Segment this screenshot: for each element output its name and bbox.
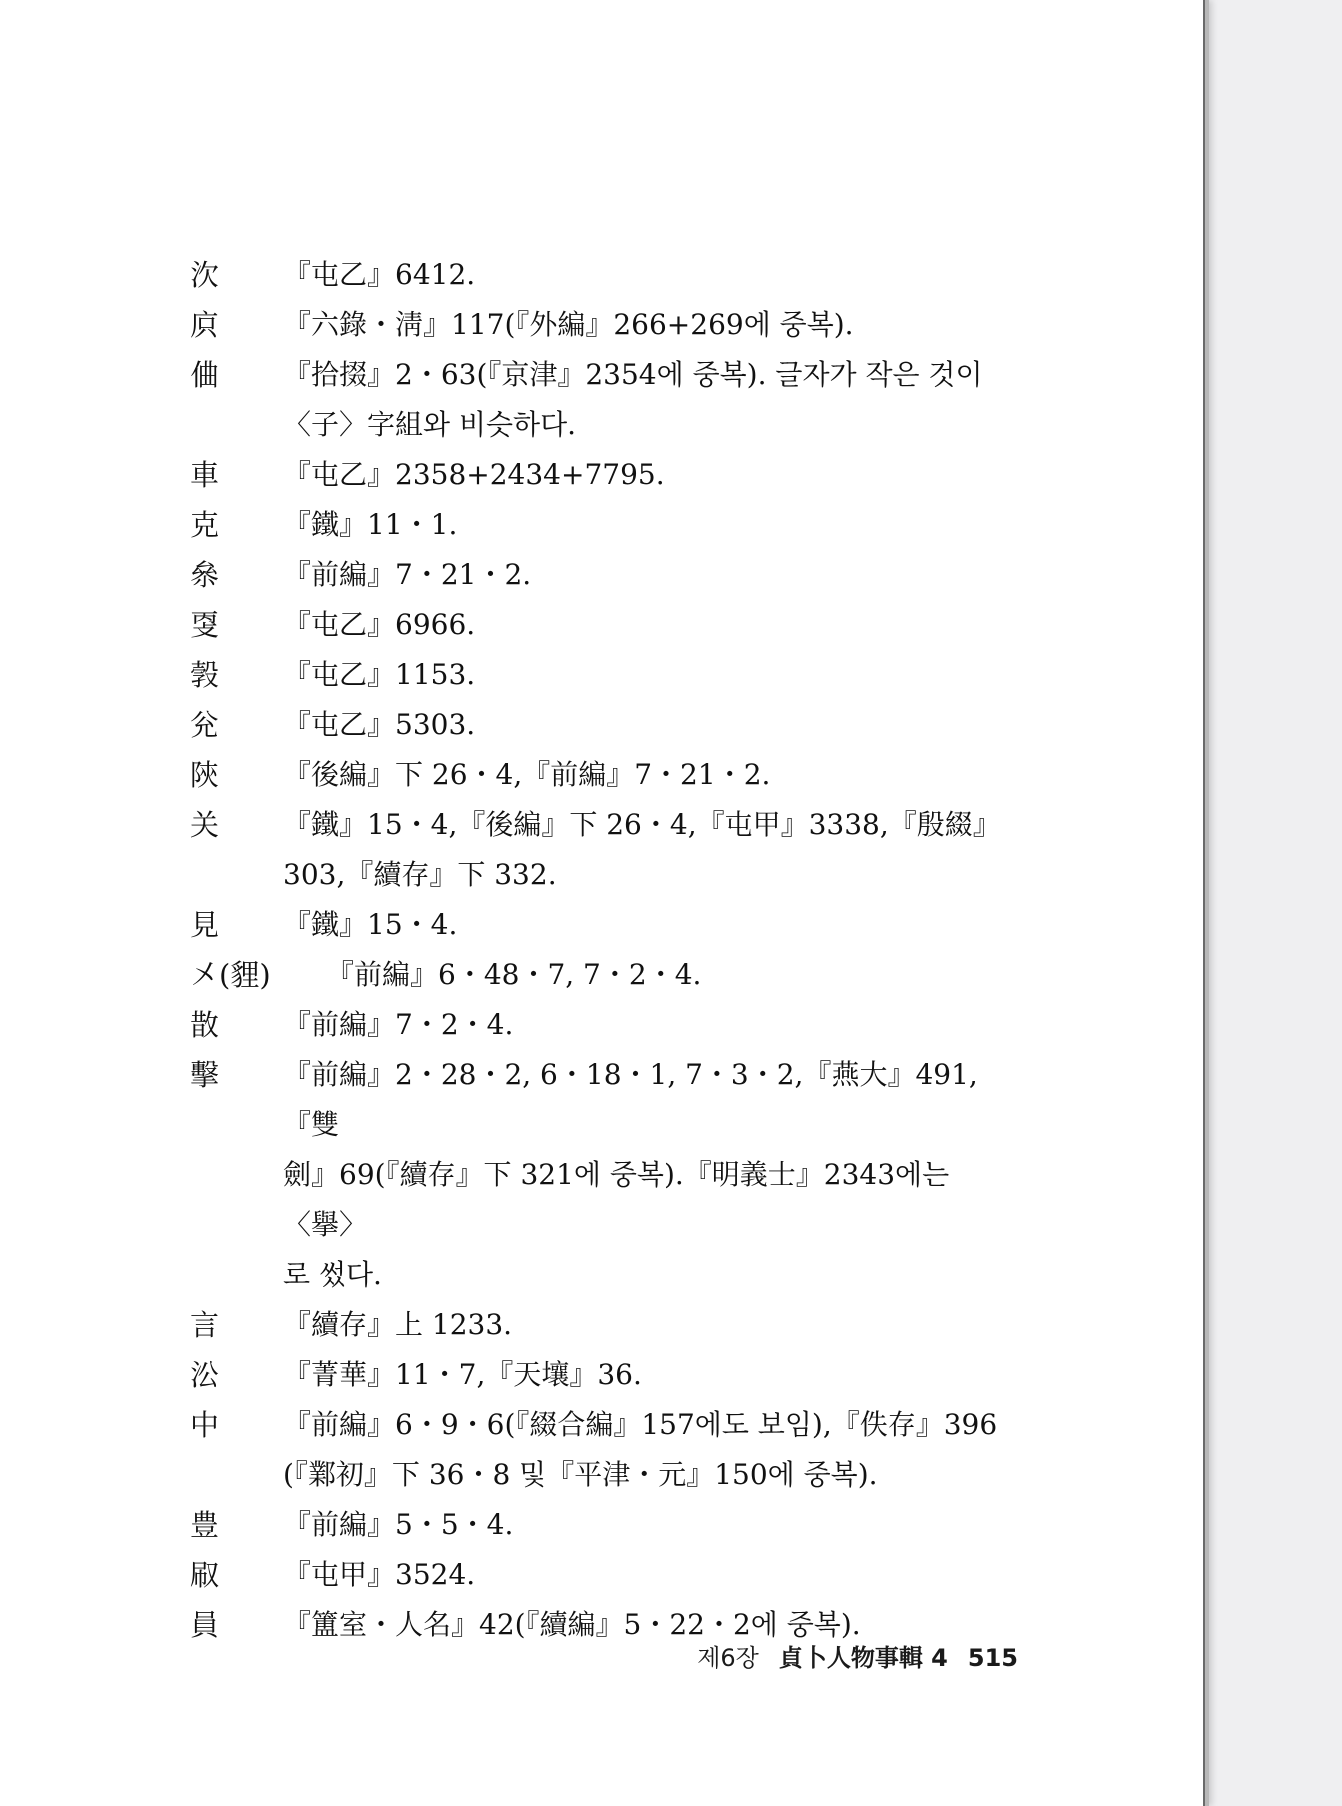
entry-citation: 『鐵』15・4. [283, 908, 458, 941]
entry-row [190, 750, 1030, 800]
entry-citation: 『前編』7・2・4. [283, 1008, 514, 1041]
entry-glyph: 克 [190, 508, 220, 542]
entry-row [190, 1300, 1030, 1350]
entry-citation: 『屯甲』3524. [283, 1558, 476, 1591]
entry-citation: 『前編』5・5・4. [283, 1508, 514, 1541]
entry-row [190, 550, 1030, 600]
entry-citation: 『鐵』11・1. [283, 508, 458, 541]
entry-row [190, 1000, 1030, 1050]
entry-glyph: 兊 [190, 708, 220, 742]
entry-citation: 『後編』下 26・4,『前編』7・21・2. [283, 758, 771, 791]
entry-citation: 『前編』6・9・6(『綴合編』157에도 보임),『佚存』396 (『鄴初』下 36・8 및『平津・元』150에 중복). [283, 1408, 998, 1491]
entry-glyph: 見 [190, 908, 220, 942]
entry-glyph: 豊 [190, 1508, 220, 1542]
entry-glyph: 車 [190, 458, 220, 492]
entry-glyph: 㳂 [190, 1358, 220, 1392]
entry-row [190, 700, 1030, 750]
entry-citation: 『前編』7・21・2. [283, 558, 532, 591]
entry-glyph: 中 [190, 1408, 220, 1442]
entry-citation: 『屯乙』2358+2434+7795. [283, 458, 665, 491]
entry-row [190, 1550, 1030, 1600]
entry-row [190, 350, 1030, 450]
entry-citation: 『屯乙』6412. [283, 258, 476, 291]
page-footer [664, 1610, 1018, 1701]
entry-glyph: 㪚 [190, 1008, 220, 1042]
entry-row [190, 450, 1030, 500]
entry-citation: 『拾掇』2・63(『京津』2354에 중복). 글자가 작은 것이 〈子〉字組와 비슷하다. [283, 358, 983, 441]
entry-glyph: 关 [190, 808, 220, 842]
entry-glyph: 㝅 [190, 658, 220, 692]
entry-citation: 『前編』2・28・2, 6・18・1, 7・3・2,『燕大』491,『雙 劍』69(『續存』下 321에 중복).『明義士』2343에는〈擧〉 로 썼다. [283, 1058, 978, 1291]
entry-row [190, 300, 1030, 350]
entry-glyph: 㡶 [190, 308, 220, 342]
entry-citation: 『菁華』11・7,『天壤』36. [283, 1358, 642, 1391]
entry-citation: 『屯乙』1153. [283, 658, 476, 691]
entry-citation: 『簠室・人名』42(『續編』5・22・2에 중복). [283, 1608, 861, 1641]
entry-glyph: 㪅 [190, 608, 220, 642]
entry-row [190, 500, 1030, 550]
entry-list [190, 250, 1030, 1650]
entry-glyph: 員 [190, 1608, 220, 1642]
entry-row [190, 950, 1030, 1000]
entry-row [190, 250, 1030, 300]
entry-glyph: 㑋 [190, 358, 220, 392]
entry-row [190, 1500, 1030, 1550]
entry-citation: 『屯乙』5303. [283, 708, 476, 741]
entry-glyph: 擊 [190, 1058, 220, 1092]
entry-glyph: 言 [190, 1308, 220, 1342]
entry-row [190, 1400, 1030, 1500]
entry-glyph: 㕘 [190, 558, 220, 592]
entry-citation: 『續存』上 1233. [283, 1308, 513, 1341]
footer-chapter: 제6장 [697, 1644, 759, 1672]
entry-row [190, 1050, 1030, 1300]
entry-row [190, 800, 1030, 900]
entry-row [190, 900, 1030, 950]
footer-title: 貞卜人物事輯 4 [778, 1644, 948, 1672]
entry-row [190, 650, 1030, 700]
entry-citation: 『鐵』15・4,『後編』下 26・4,『屯甲』3338,『殷綴』 303,『續存』下 332. [283, 808, 1001, 891]
entry-glyph: 㐅(貍) [190, 958, 271, 992]
entry-citation: 『前編』6・48・7, 7・2・4. [326, 958, 702, 991]
entry-citation: 『屯乙』6966. [283, 608, 476, 641]
entry-glyph: 陝 [190, 758, 220, 792]
entry-glyph: 㕞 [190, 1558, 220, 1592]
entry-row [190, 1350, 1030, 1400]
entry-glyph: 㳄 [190, 258, 220, 292]
entry-citation: 『六錄・淸』117(『外編』266+269에 중복). [283, 308, 854, 341]
page-number: 515 [967, 1644, 1018, 1672]
entry-row [190, 600, 1030, 650]
